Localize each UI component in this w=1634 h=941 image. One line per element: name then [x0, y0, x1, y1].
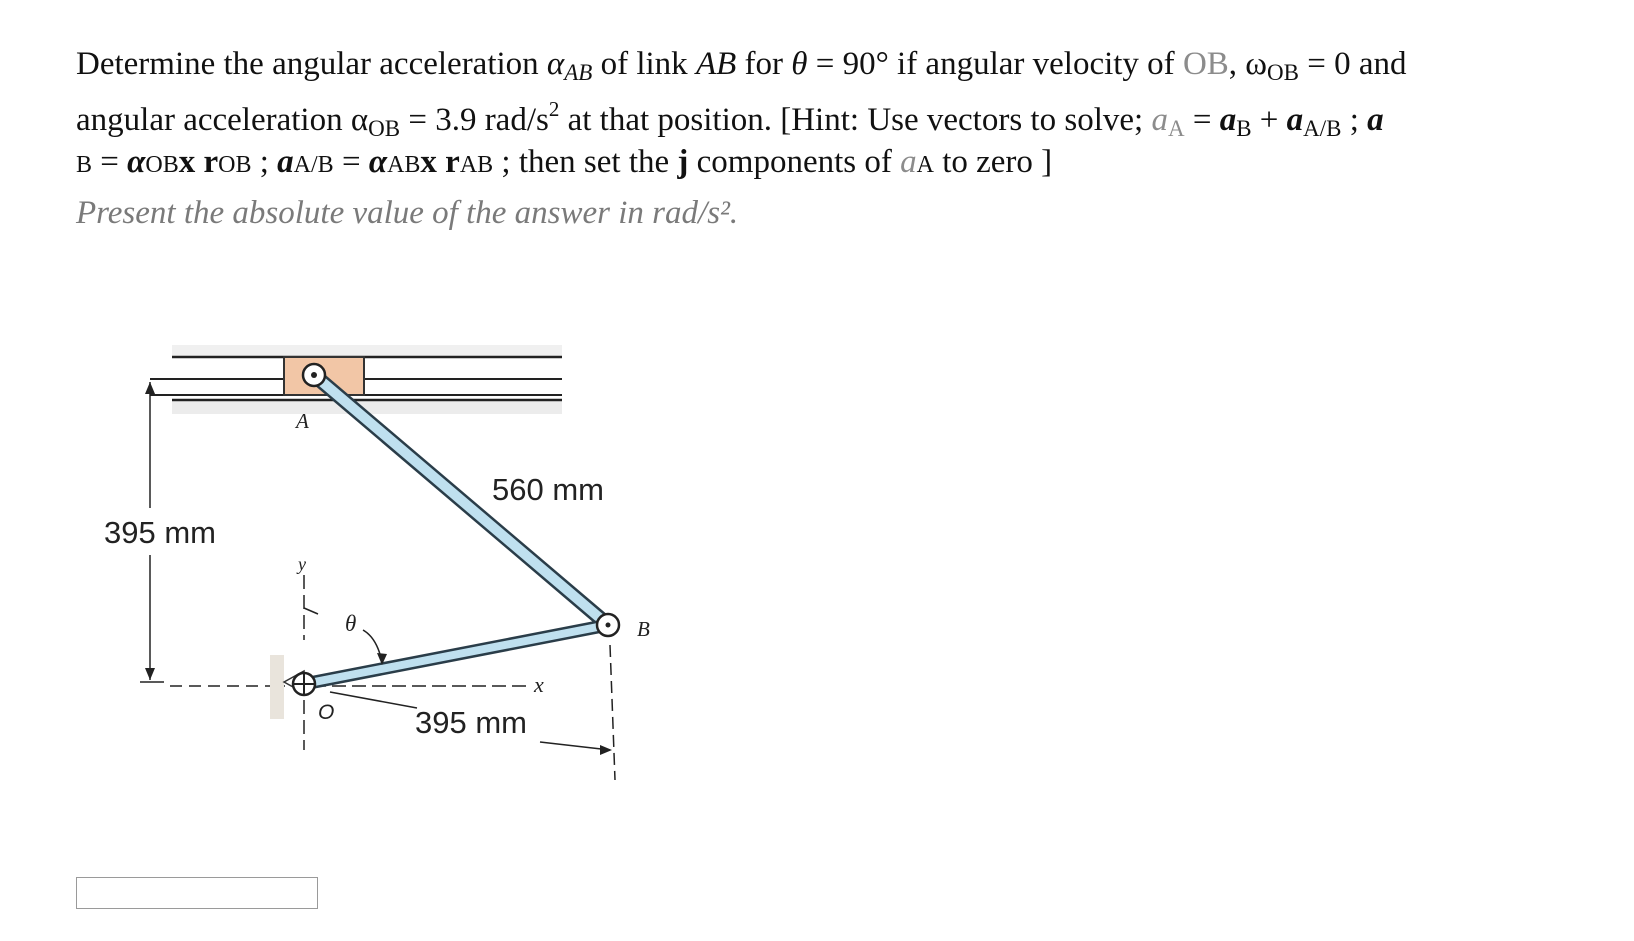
label-o: O [318, 701, 335, 724]
text-segment: = 90° if angular velocity of [807, 46, 1183, 82]
j-unit-vector: j [677, 144, 689, 180]
superscript-2: 2 [548, 97, 560, 121]
accel-symbol: a [277, 144, 294, 180]
alpha-symbol: α [350, 102, 369, 138]
text-segment: + [1251, 102, 1287, 138]
dimension-label-vertical: 395 mm [104, 515, 216, 550]
accel-ab-symbol: a [1286, 102, 1304, 138]
text-segment: components of [688, 144, 901, 180]
label-theta: θ [345, 611, 357, 636]
text-segment: angular acceleration [76, 102, 351, 138]
y-axis [304, 575, 318, 750]
alpha-symbol: α [368, 144, 388, 180]
answer-instruction: Present the absolute value of the answer in rad/s². [76, 195, 739, 231]
subscript-a: A [916, 152, 934, 178]
text-segment: for [736, 46, 792, 82]
subscript-ob: OB [145, 152, 179, 178]
dimension-line-ob [540, 742, 610, 750]
text-segment: = [92, 144, 128, 180]
subscript-b: B [1236, 116, 1252, 141]
text-segment: = 0 and [1298, 46, 1407, 82]
label-x: x [534, 672, 544, 697]
mechanism-figure [90, 330, 710, 810]
text-segment: ; then set the [493, 144, 678, 180]
dimension-label-ob: 395 mm [415, 705, 527, 740]
text-segment: = 3.9 rad/s [400, 102, 549, 138]
subscript-ob: OB [1267, 60, 1299, 85]
text-segment: ; [251, 144, 278, 180]
r-vector-symbol: r [445, 144, 460, 180]
text-segment: of link [592, 46, 696, 82]
question-line-1 [76, 46, 1406, 83]
omega-symbol: ω [1245, 46, 1268, 82]
text-segment: , [1228, 46, 1246, 82]
text-segment: = [333, 144, 369, 180]
r-vector-symbol: r [203, 144, 219, 180]
subscript-ob: OB [218, 152, 252, 178]
alpha-symbol: α [127, 144, 146, 180]
accel-a-symbol: a [900, 144, 917, 180]
accel-b-symbol: a [1219, 102, 1237, 138]
subscript-b: B [76, 152, 93, 178]
subscript-ab: AB [564, 60, 593, 85]
dimension-label-ab: 560 mm [492, 472, 604, 507]
upper-rail-shade [172, 345, 562, 357]
subscript-ab: AB [459, 152, 494, 178]
subscript-a-over-b: A/B [293, 152, 334, 178]
theta-symbol: θ [791, 46, 808, 82]
subscript-ab: AB [387, 152, 421, 178]
label-b: B [637, 617, 650, 641]
question-line-3 [76, 144, 1052, 181]
text-segment: Determine the angular acceleration [76, 46, 547, 82]
label-a: A [296, 409, 309, 433]
text-segment: to zero ] [933, 144, 1053, 180]
text-segment: at that position. [Hint: Use vectors to solve; [559, 102, 1152, 138]
answer-input[interactable] [76, 877, 318, 909]
cross-symbol: x [420, 144, 446, 180]
text-segment: = [1184, 102, 1220, 138]
subscript-a: A [1167, 116, 1185, 141]
subscript-ob: OB [368, 116, 401, 141]
link-ab-label: AB [695, 46, 737, 82]
cross-symbol: x [178, 144, 204, 180]
dimension-line-b [610, 645, 615, 780]
alpha-symbol: α [546, 46, 565, 82]
text-segment: ; [1341, 102, 1368, 138]
accel-symbol: a [1367, 102, 1384, 138]
accel-a-symbol: a [1151, 102, 1168, 138]
ground-support [270, 655, 284, 719]
subscript-a-over-b: A/B [1303, 116, 1342, 141]
question-line-2 [76, 97, 1384, 141]
link-ob-label: OB [1182, 46, 1229, 82]
label-y: y [298, 554, 306, 574]
